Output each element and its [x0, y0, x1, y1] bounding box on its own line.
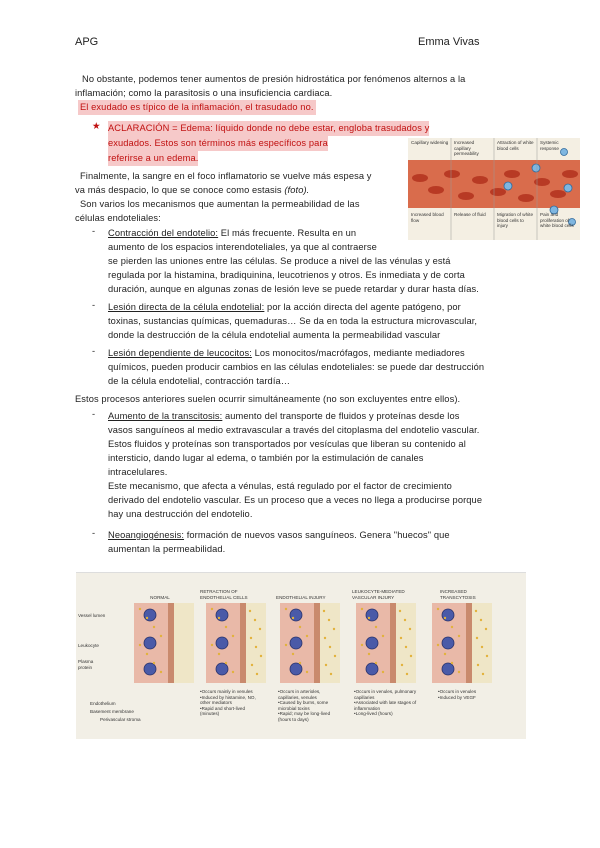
- item-contraccion-line-1: Contracción del endotelio: El más frecuente. Resulta en un: [108, 228, 357, 238]
- panel-title-retraction: RETRACTION OF ENDOTHELIAL CELLS: [200, 589, 248, 600]
- panel-notes-injury: •Occurs in arterioles, capillaries, venules •Caused by burns, some microbial toxins •Rapid; may be long-lived (hours to days): [278, 689, 331, 722]
- fig-label-bloodflow: Increased blood flow: [411, 212, 444, 223]
- star-icon: ★: [92, 121, 101, 131]
- side-label-endothelium: Endothelium: [90, 701, 116, 706]
- side-label-basement: Basement membrane: [90, 709, 134, 714]
- item-transcitosis-line-5: intracelulares.: [108, 467, 168, 477]
- item-leucocitos-line-1: Lesión dependiente de leucocitos: Los monocitos/macrófagos, mediante mediadores: [108, 348, 465, 358]
- item-contraccion-line-4: regulada por la histamina, bradiquinina, leucotrienos y otros. Es inmediata y de corta: [108, 270, 465, 280]
- item-transcitosis-line-2: vasos sanguíneos al medio extravascular a través del citoplasma del endotelio vascular.: [108, 425, 480, 435]
- side-label-plasma: Plasma protein: [78, 659, 94, 670]
- fig-label-fluid: Release of fluid: [454, 212, 486, 217]
- fig-label-capillary: Capillary widening: [411, 140, 449, 145]
- item-contraccion-line-2: aumento de los espacios interendoteliales, ya que al contraerse: [108, 242, 377, 252]
- fig-label-systemic: Systemic response: [540, 140, 559, 151]
- item-contraccion-line-5: duración, aunque en algunas zonas de lesión leve se puede retardar y durar hasta días.: [108, 284, 479, 294]
- paragraph-1b: inflamación; como la parasitosis o una insuficiencia cardiaca.: [75, 88, 333, 98]
- side-label-stroma: Perivascular stroma: [100, 717, 141, 722]
- fig-label-pain: Pain and proliferation of white blood cells: [540, 212, 574, 228]
- item-leucocitos-line-2: químicos, pueden producir cambios en las células endoteliales: se puede dar destrucción: [108, 362, 485, 372]
- panel-title-leukocyte: LEUKOCYTE-MEDIATED VASCULAR INJURY: [352, 589, 405, 600]
- fig-label-attraction: Attraction of white blood cells: [497, 140, 534, 151]
- item-leucocitos-line-3: de la célula endotelial, contracción tardía…: [108, 376, 291, 386]
- vascular-permeability-figure: [76, 572, 526, 739]
- panel-title-transcytosis: INCREASED TRANSCYTOSIS: [440, 589, 476, 600]
- item-lesion-directa-line-1: Lesión directa de la célula endotelial: por la acción directa del agente patógeno, por: [108, 302, 461, 312]
- item-transcitosis-line-8: hay una destrucción del endotelio.: [108, 509, 253, 519]
- panel-notes-retraction: •Occurs mainly in venules •Induced by histamine, NO, other mediators •Rapid and short-lived (minutes): [200, 689, 256, 716]
- item-transcitosis-line-6: Este mecanismo, que afecta a vénulas, está regulado por el factor de crecimiento: [108, 481, 452, 491]
- panel-title-injury: ENDOTHELIAL INJURY: [276, 595, 326, 600]
- panel-notes-leukocyte: •Occurs in venules, pulmonary capillaries •Associated with late stages of inflammation •Long-lived (hours): [354, 689, 417, 716]
- paragraph-1: No obstante, podemos tener aumentos de presión hidrostática por fenómenos alternos a la: [82, 74, 466, 84]
- paragraph-4-line-2: células endoteliales:: [75, 213, 161, 223]
- side-label-leukocyte: Leukocyte: [78, 643, 99, 648]
- item-transcitosis-line-3: Estos fluidos y proteínas son transportados por vesículas que liberan su contenido al: [108, 439, 466, 449]
- panel-title-normal: NORMAL: [150, 595, 170, 600]
- paragraph-5: Estos procesos anteriores suelen ocurrir simultáneamente (no son excluyentes entre ellos).: [75, 394, 461, 404]
- paragraph-3-line-1: Finalmente, la sangre en el foco inflamatorio se vuelve más espesa y: [80, 171, 372, 181]
- exudado-highlight: El exudado es típico de la inflamación, el trasudado no.: [78, 100, 316, 115]
- side-label-lumen: Vessel lumen: [78, 613, 106, 618]
- fig-label-permeability: Increased capillary permeability: [454, 140, 479, 156]
- item-neoangiogenesis-line-1: Neoangiogénesis: formación de nuevos vasos sanguíneos. Genera "huecos" que: [108, 530, 450, 540]
- item-neoangiogenesis-line-2: aumentan la permeabilidad.: [108, 544, 226, 554]
- aclaracion-line-3: referirse a un edema.: [108, 151, 198, 166]
- panel-notes-transcytosis: •Occurs in venules •Induced by VEGF: [438, 689, 477, 700]
- fig-label-migration: Migration of white blood cells to injury: [497, 212, 534, 228]
- aclaracion-line-1: ACLARACIÓN = Edema: líquido donde no debe estar, engloba trasudados y: [108, 121, 429, 136]
- header-right: Emma Vivas: [418, 36, 480, 48]
- aclaracion-line-2: exudados. Estos son términos más específicos para: [108, 136, 328, 151]
- paragraph-3-line-2: va más despacio, lo que se conoce como estasis (foto).: [75, 185, 310, 195]
- item-transcitosis-line-7: derivado del endotelio vascular. Es un proceso que a veces no llega a producirse porque: [108, 495, 483, 505]
- header-left: APG: [75, 36, 99, 48]
- item-transcitosis-line-1: Aumento de la transcitosis: aumento del transporte de fluidos y proteínas desde los: [108, 411, 460, 421]
- item-lesion-directa-line-2: toxinas, sustancias químicas, quemaduras… Se da en toda la estructura microvascular,: [108, 316, 478, 326]
- item-contraccion-line-3: se pierden las uniones entre las células. Se produce a nivel de las vénulas y está: [108, 256, 451, 266]
- paragraph-4-line-1: Son varios los mecanismos que aumentan la permeabilidad de las: [80, 199, 360, 209]
- item-transcitosis-line-4: intersticio, dando lugar al edema, o también por la estimulación de canales: [108, 453, 424, 463]
- item-lesion-directa-line-3: donde la destrucción de la célula endotelial aumenta la permeabilidad vascular: [108, 330, 441, 340]
